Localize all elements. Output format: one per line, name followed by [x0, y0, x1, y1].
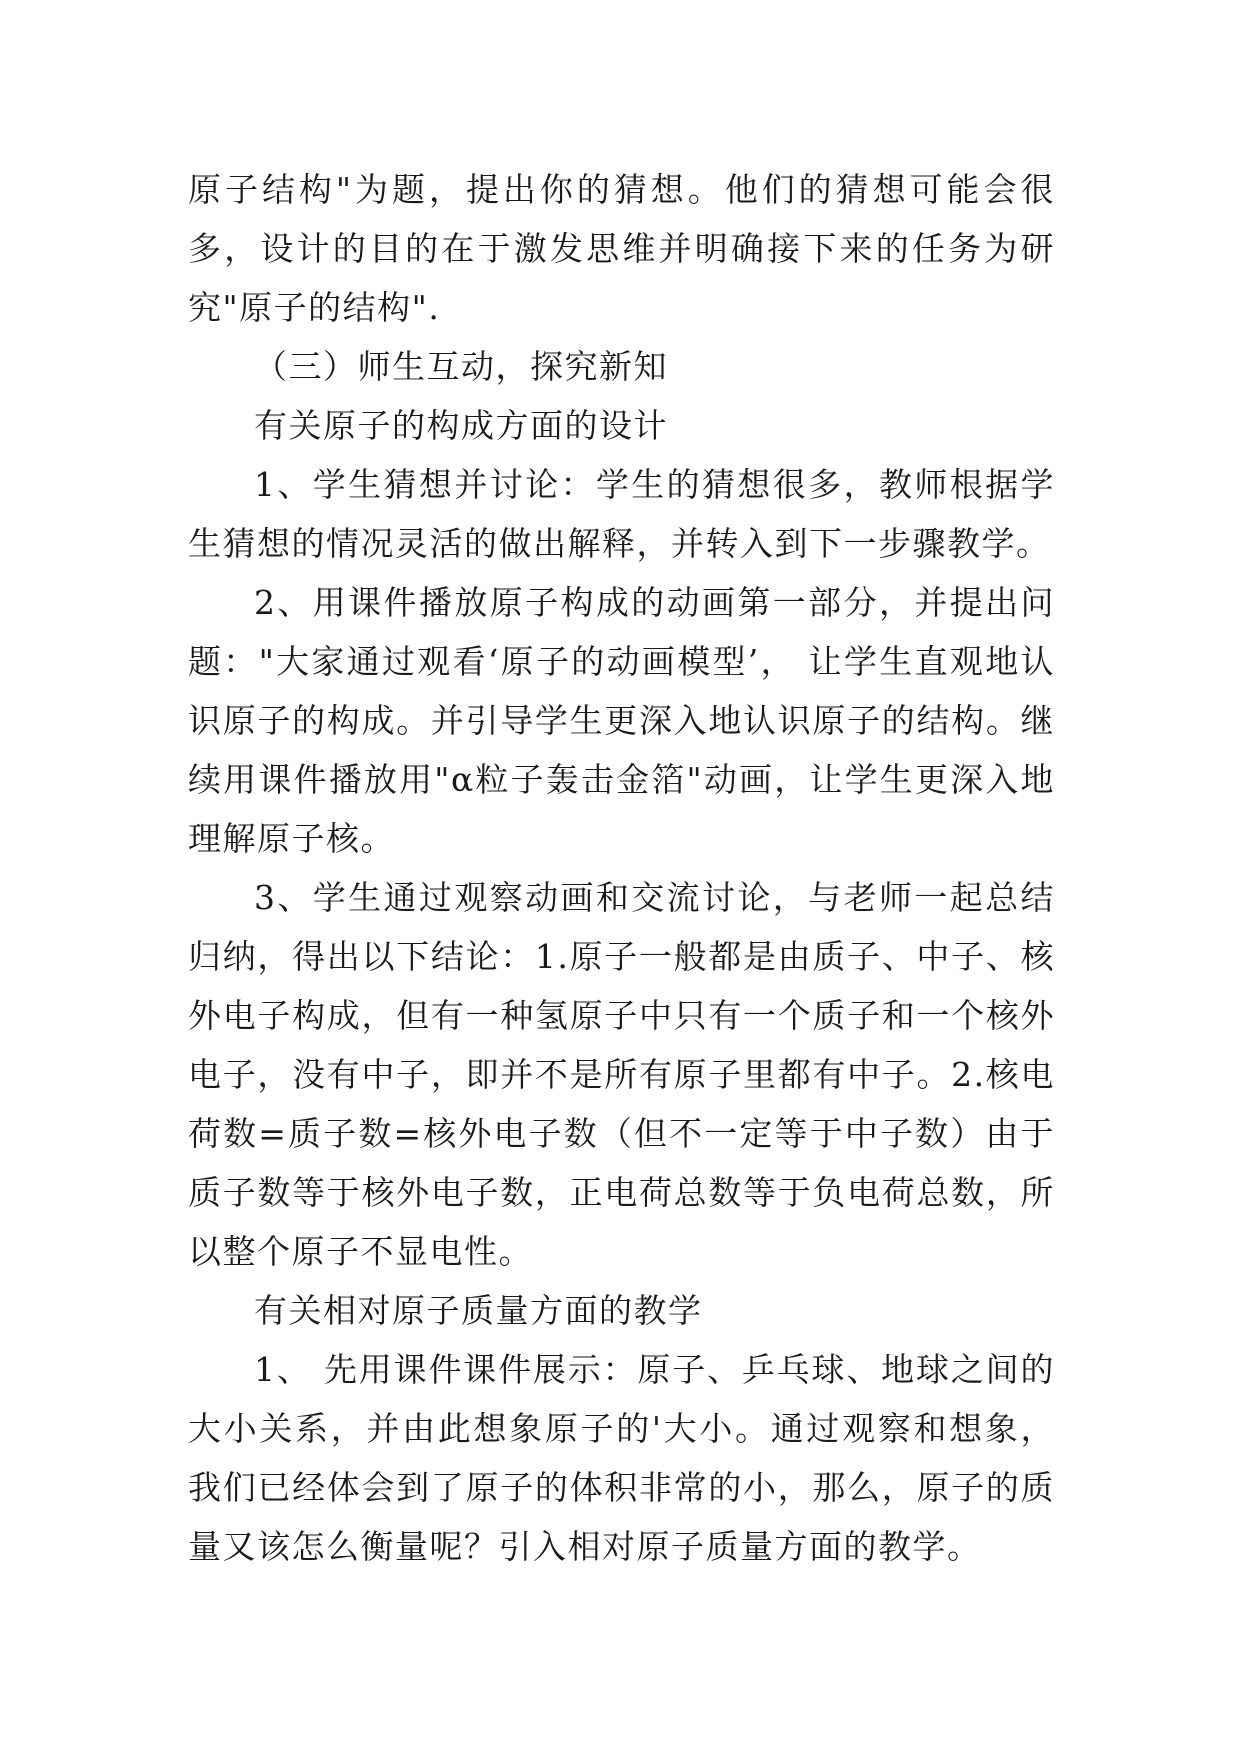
subheading-atom-composition: 有关原子的构成方面的设计	[254, 406, 668, 445]
paragraph-step-3: 3、学生通过观察动画和交流讨论，与老师一起总结归纳，得出以下结论：1.原子一般都是由质子、中子、核外电子构成，但有一种氢原子中只有一个质子和一个核外电子，没有中子，即并不是所有原子里都有中子。2.核电荷数=质子数=核外电子数（但不一定等于中子数）由于质子数等于核外电子数，正电荷总数等于负电荷总数，所以整个原子不显电性。	[188, 878, 1055, 1271]
paragraph-step-2: 2、用课件播放原子构成的动画第一部分，并提出问题："大家通过观看‘原子的动画模型’， 让学生直观地认识原子的构成。并引导学生更深入地认识原子的结构。继续用课件播放用"α粒子轰击金箔"动画，让学生更深入地理解原子核。	[188, 583, 1055, 858]
paragraph-mass-step-1: 1、 先用课件课件展示：原子、乒乓球、地球之间的大小关系，并由此想象原子的'大小。通过观察和想象，我们已经体会到了原子的体积非常的小，那么，原子的质量又该怎么衡量呢？引入相对原子质量方面的教学。	[188, 1350, 1055, 1566]
paragraph-step-1: 1、学生猜想并讨论：学生的猜想很多，教师根据学生猜想的情况灵活的做出解释，并转入到下一步骤教学。	[188, 465, 1055, 563]
subheading-relative-atomic-mass: 有关相对原子质量方面的教学	[254, 1291, 703, 1330]
section-heading-interaction: （三）师生互动，探究新知	[254, 347, 668, 386]
paragraph-intro-continuation: 原子结构"为题，提出你的猜想。他们的猜想可能会很多，设计的目的在于激发思维并明确接下来的任务为研究"原子的结构".	[188, 170, 1055, 327]
